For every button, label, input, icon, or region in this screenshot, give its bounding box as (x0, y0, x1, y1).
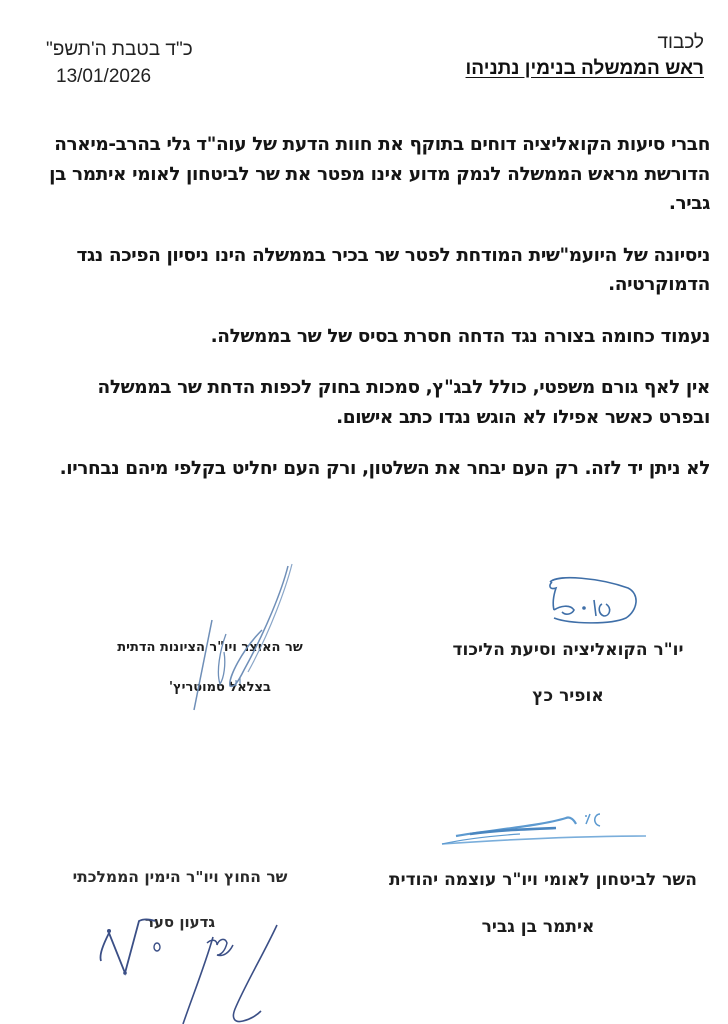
signatory-name: איתמר בן גביר (481, 917, 595, 937)
gregorian-date: 13/01/2026 (56, 66, 152, 87)
letter-body (48, 130, 710, 506)
date-block (46, 36, 226, 90)
signature-ofir-katz (540, 570, 650, 630)
addressee-block (466, 30, 704, 82)
recipient: ראש הממשלה בנימין נתניהו (465, 58, 704, 79)
signatory-title: שר החוץ ויו"ר הימין הממלכתי (72, 868, 288, 886)
greeting: לכבוד (657, 32, 704, 53)
paragraph: אין לאף גורם משפטי, כולל לבג"ץ, סמכות בחוק לכפות הדחת שר בממשלה ובפרט כאשר אפילו לא הוגש נגדו כתב אישום. (97, 377, 710, 428)
paragraph: ניסיונה של היועמ"שית המודחת לפטר שר בכיר בממשלה הינו ניסיון הפיכה נגד הדמוקרטיה. (76, 244, 710, 295)
signature-smotrich (170, 560, 300, 720)
signatory-name: בצלאל סמוטריץ' (169, 680, 271, 695)
paragraph: חברי סיעות הקואליציה דוחים בתוקף את חוות הדעת של עוה"ד גלי בהרב-מיארה הדורשת מראש הממשלה לנמק מדוע אינו מפטר את שר לביטחון לאומי איתמר בן גביר. (49, 134, 710, 214)
signatory-name: גדעון סער (144, 913, 216, 931)
signatory-title: שר האוצר ויו"ר הציונות הדתית (117, 640, 303, 655)
hebrew-date: כ"ד בטבת ה'תשפ" (46, 39, 193, 60)
signature-gideon-saar (95, 905, 285, 1024)
signatory-title: השר לביטחון לאומי ויו"ר עוצמה יהודית (389, 870, 697, 890)
paragraph: לא ניתן יד לזה. רק העם יבחר את השלטון, ורק העם יחליט בקלפי מיהם נבחריו. (59, 458, 710, 479)
signature-ben-gvir (440, 800, 660, 850)
signatory-title: יו"ר הקואליציה וסיעת הליכוד (452, 640, 684, 660)
paragraph: נעמוד כחומה בצורה נגד הדחה חסרת בסיס של שר בממשלה. (210, 325, 710, 347)
signatory-name: אופיר כץ (532, 686, 604, 706)
